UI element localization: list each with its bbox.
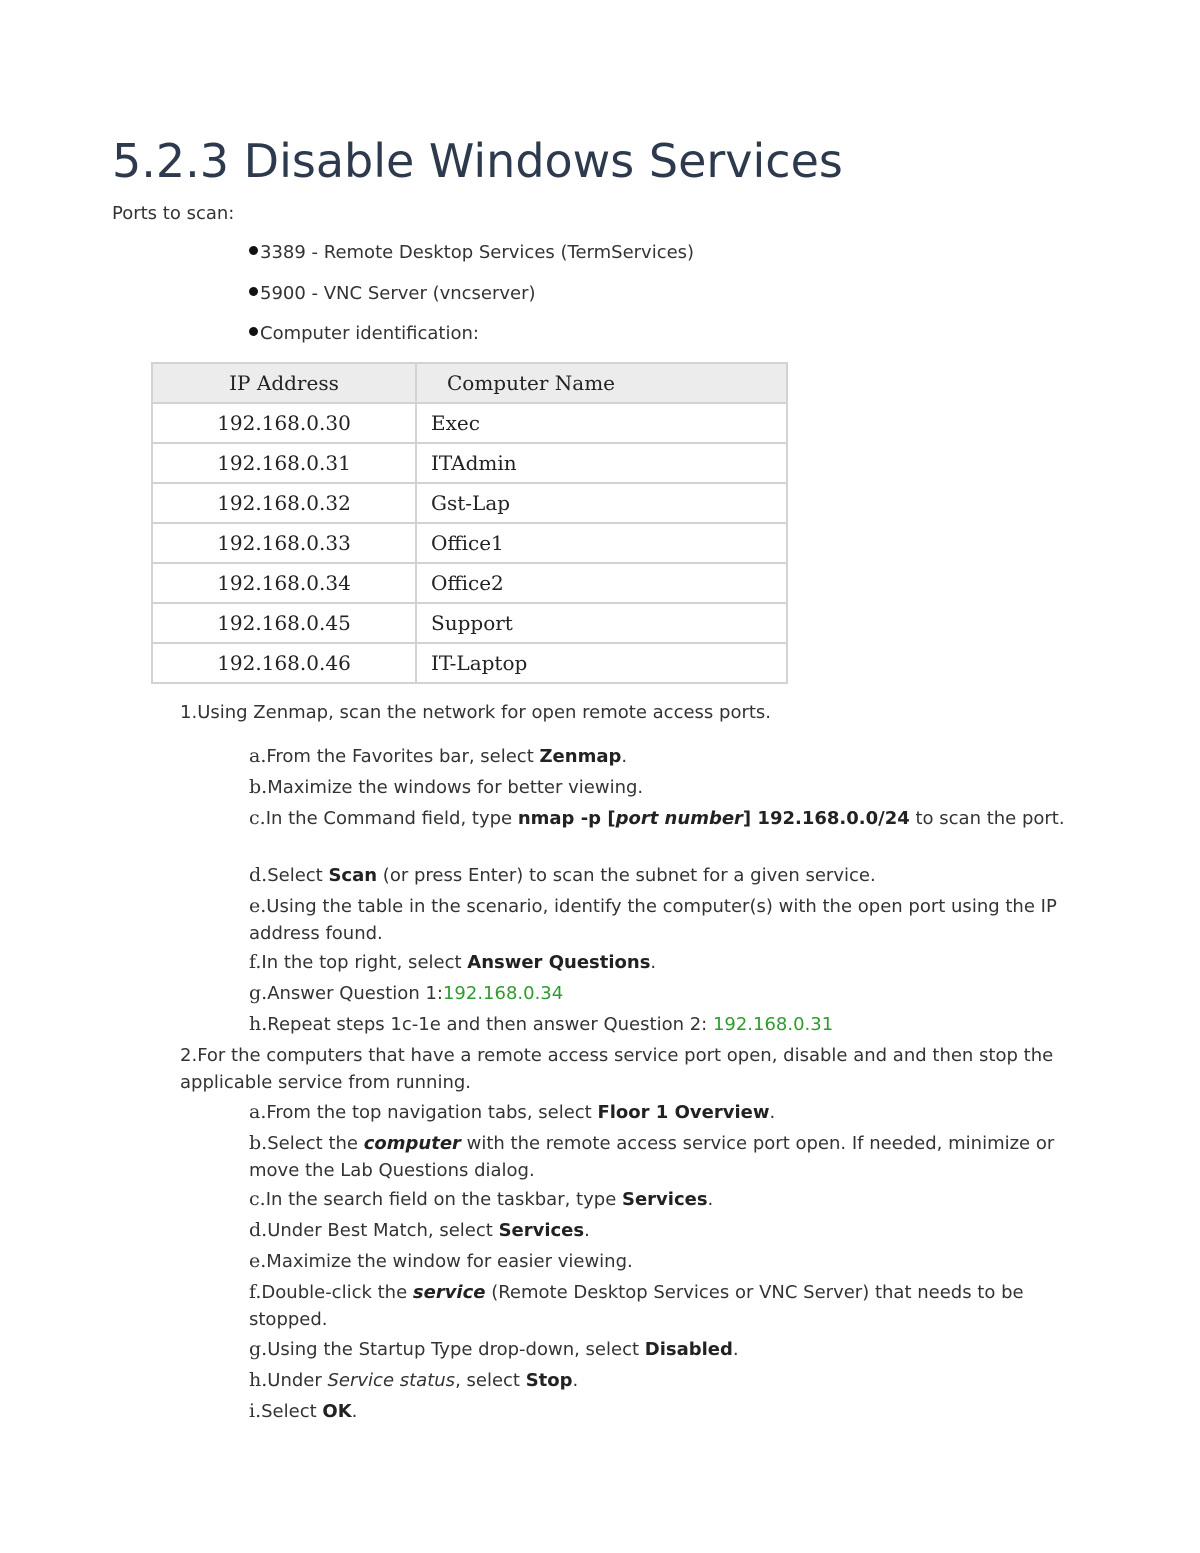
- table-row: [152, 563, 787, 603]
- ip-cell: 192.168.0.34: [152, 563, 416, 603]
- substep-1h: [249, 1011, 1089, 1038]
- substep-text: , select: [455, 1370, 526, 1391]
- name-cell: ITAdmin: [416, 443, 787, 483]
- substep-letter: c.: [249, 807, 266, 829]
- substep-text: .: [650, 952, 657, 973]
- substep-text: In the search field on the taskbar, type: [265, 1189, 622, 1210]
- name-cell: Support: [416, 603, 787, 643]
- substep-bold: Services: [498, 1220, 585, 1241]
- ip-cell: 192.168.0.33: [152, 523, 416, 563]
- substep-text: .: [732, 1339, 739, 1360]
- substep-letter: e.: [249, 1250, 267, 1272]
- bullet-dot-icon: [249, 327, 258, 336]
- substep-1c: [249, 805, 1089, 832]
- substep-2a: [249, 1099, 1089, 1126]
- ip-cell: 192.168.0.30: [152, 403, 416, 443]
- intro-text: Ports to scan:: [112, 203, 235, 224]
- substep-letter: g.: [249, 1338, 268, 1360]
- table-header-row: [152, 363, 787, 403]
- table-row: [152, 643, 787, 683]
- substep-letter: a.: [249, 1101, 267, 1123]
- substep-text: .: [351, 1401, 358, 1422]
- ip-cell: 192.168.0.45: [152, 603, 416, 643]
- substep-italic: Service status: [327, 1370, 456, 1391]
- substep-text: Under Best Match, select: [267, 1220, 499, 1241]
- ip-cell: 192.168.0.46: [152, 643, 416, 683]
- substep-letter: d.: [249, 864, 268, 886]
- substep-letter: b.: [249, 776, 268, 798]
- bullet-item: [249, 282, 536, 306]
- step-1: [180, 699, 1080, 726]
- ip-cell: 192.168.0.32: [152, 483, 416, 523]
- table-row: [152, 523, 787, 563]
- substep-letter: c.: [249, 1188, 266, 1210]
- substep-bold: OK: [322, 1401, 352, 1422]
- substep-text: .: [769, 1102, 776, 1123]
- substep-text: Using the Startup Type drop-down, select: [267, 1339, 645, 1360]
- command-placeholder-text: port number: [615, 808, 743, 829]
- substep-text: Double-click the: [261, 1282, 413, 1303]
- substep-letter: h.: [249, 1013, 268, 1035]
- step-text: For the computers that have a remote access service port open, disable and and then stop the applicable service from running.: [180, 1045, 1054, 1093]
- substep-1e: [249, 893, 1089, 947]
- substep-letter: g.: [249, 982, 268, 1004]
- table-row: [152, 603, 787, 643]
- substep-text: .: [584, 1220, 590, 1241]
- step-text: Using Zenmap, scan the network for open remote access ports.: [197, 702, 772, 723]
- substep-text: (Remote Desktop Services or VNC Server) that needs to be stopped.: [249, 1282, 1024, 1330]
- substep-text: From the Favorites bar, select: [266, 746, 540, 767]
- table-row: [152, 483, 787, 523]
- substep-letter: a.: [249, 745, 267, 767]
- bullet-item: [249, 322, 479, 346]
- substep-emphasis: service: [412, 1282, 486, 1303]
- table-row: [152, 403, 787, 443]
- substep-bold: Stop: [525, 1370, 573, 1391]
- step-2: [180, 1042, 1080, 1096]
- substep-text: From the top navigation tabs, select: [266, 1102, 598, 1123]
- substep-1g: [249, 980, 1089, 1007]
- substep-letter: e.: [249, 895, 267, 917]
- substep-text: (or press Enter) to scan the subnet for a given service.: [377, 865, 876, 886]
- step-number: 1.: [180, 702, 198, 723]
- substep-text: Repeat steps 1c-1e and then answer Question 2:: [267, 1014, 713, 1035]
- step-number: 2.: [180, 1045, 198, 1066]
- column-header-name: Computer Name: [416, 363, 787, 403]
- substep-2g: [249, 1336, 1089, 1363]
- substep-bold: Services: [622, 1189, 708, 1210]
- substep-text: Select: [261, 1401, 323, 1422]
- command-text: nmap -p [: [517, 808, 616, 829]
- name-cell: Office1: [416, 523, 787, 563]
- page-title: 5.2.3 Disable Windows Services: [112, 134, 843, 188]
- substep-text: Select the: [267, 1133, 364, 1154]
- bullet-dot-icon: [249, 287, 258, 296]
- substep-letter: f.: [249, 951, 262, 973]
- substep-bold: Disabled: [644, 1339, 733, 1360]
- substep-2c: [249, 1186, 1089, 1213]
- substep-bold-italic: [413, 1282, 486, 1303]
- answer-2: 192.168.0.31: [712, 1014, 834, 1035]
- substep-letter: h.: [249, 1369, 268, 1391]
- substep-letter: f.: [249, 1281, 262, 1303]
- substep-2i: [249, 1398, 1089, 1425]
- ip-cell: 192.168.0.31: [152, 443, 416, 483]
- bullet-text: Computer identification:: [260, 323, 479, 344]
- substep-text: .: [572, 1370, 579, 1391]
- substep-2d: [249, 1217, 1089, 1244]
- substep-text: Maximize the window for easier viewing.: [266, 1251, 633, 1272]
- substep-bold: Floor 1 Overview: [597, 1102, 770, 1123]
- answer-1: 192.168.0.34: [442, 983, 564, 1004]
- name-cell: Gst-Lap: [416, 483, 787, 523]
- substep-letter: i.: [249, 1400, 262, 1422]
- substep-2h: [249, 1367, 1089, 1394]
- column-header-ip: IP Address: [152, 363, 416, 403]
- bullet-item: [249, 241, 694, 265]
- substep-letter: d.: [249, 1219, 268, 1241]
- substep-text: to scan the port.: [909, 808, 1065, 829]
- substep-1b: [249, 774, 1089, 801]
- substep-text: with the remote access service port open. If needed, minimize or move the Lab Questions dialog.: [249, 1133, 1055, 1181]
- substep-text: Under: [267, 1370, 328, 1391]
- substep-bold: Zenmap: [539, 746, 622, 767]
- substep-text: Maximize the windows for better viewing.: [267, 777, 644, 798]
- substep-2f: [249, 1279, 1089, 1333]
- command-placeholder: [616, 808, 743, 829]
- name-cell: Exec: [416, 403, 787, 443]
- name-cell: Office2: [416, 563, 787, 603]
- substep-1d: [249, 862, 1089, 889]
- bullet-text: 5900 - VNC Server (vncserver): [260, 283, 536, 304]
- substep-text: .: [707, 1189, 714, 1210]
- substep-text: In the Command field, type: [265, 808, 518, 829]
- substep-1a: [249, 743, 1089, 770]
- substep-1f: [249, 949, 1089, 976]
- substep-bold-italic: [364, 1133, 461, 1154]
- substep-text: In the top right, select: [261, 952, 468, 973]
- substep-text: .: [621, 746, 628, 767]
- substep-bold: Answer Questions: [467, 952, 651, 973]
- substep-text: Answer Question 1:: [267, 983, 443, 1004]
- bullet-text: 3389 - Remote Desktop Services (TermServices): [260, 242, 695, 263]
- command-subnet: ] 192.168.0.0/24: [742, 808, 910, 829]
- substep-letter: b.: [249, 1132, 268, 1154]
- substep-bold: Scan: [328, 865, 378, 886]
- name-cell: IT-Laptop: [416, 643, 787, 683]
- substep-2b: [249, 1130, 1089, 1184]
- substep-text: Using the table in the scenario, identify the computer(s) with the open port using the IP address found.: [249, 896, 1057, 944]
- substep-text: Select: [267, 865, 329, 886]
- computer-identification-table: [151, 362, 788, 684]
- bullet-dot-icon: [249, 246, 258, 255]
- substep-2e: [249, 1248, 1089, 1275]
- substep-emphasis: computer: [363, 1133, 461, 1154]
- table-row: [152, 443, 787, 483]
